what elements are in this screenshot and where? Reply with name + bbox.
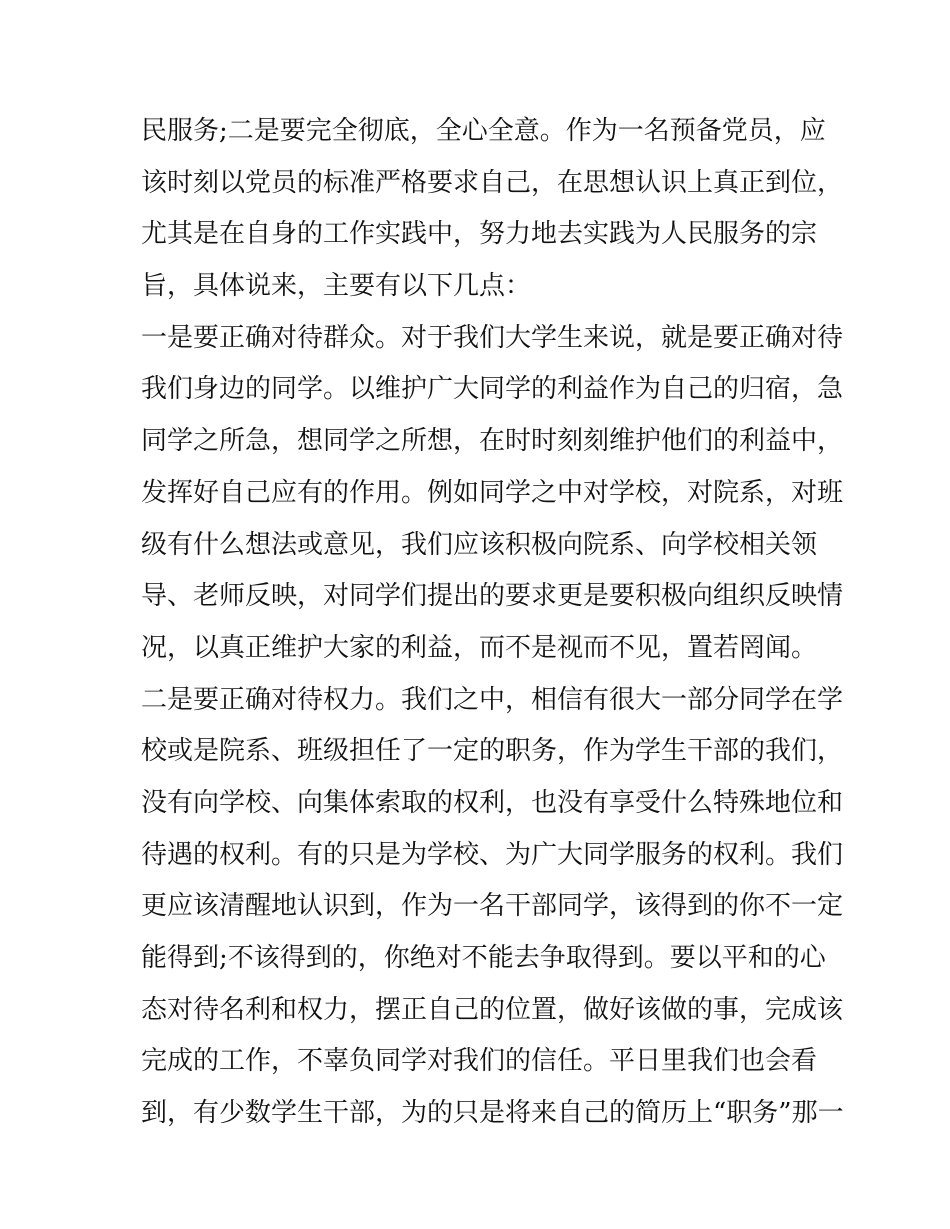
text-line: 没有向学校、向集体索取的权利，也没有享受什么特殊地位和 — [141, 787, 844, 818]
text-line: 更应该清醒地认识到，作为一名干部同学，该得到的你不一定 — [141, 891, 844, 922]
text-line: 一是要正确对待群众。对于我们大学生来说，就是要正确对待 — [141, 322, 844, 353]
text-line: 旨，具体说来，主要有以下几点： — [141, 271, 532, 302]
text-line: 民服务;二是要完全彻底，全心全意。作为一名预备党员，应 — [141, 116, 826, 146]
text-line: 况，以真正维护大家的利益，而不是视而不见，置若罔闻。 — [141, 632, 818, 663]
text-line: 级有什么想法或意见，我们应该积极向院系、向学校相关领 — [141, 529, 818, 560]
text-line: 待遇的权利。有的只是为学校、为广大同学服务的权利。我们 — [141, 839, 844, 870]
text-line: 到，有少数学生干部，为的只是将来自己的简历上“职务”那一 — [141, 1098, 844, 1129]
text-line: 二是要正确对待权力。我们之中，相信有很大一部分同学在学 — [141, 684, 844, 715]
text-line: 发挥好自己应有的作用。例如同学之中对学校，对院系，对班 — [141, 477, 844, 508]
text-line: 尤其是在自身的工作实践中，努力地去实践为人民服务的宗 — [141, 219, 818, 250]
text-line: 完成的工作，不辜负同学对我们的信任。平日里我们也会看 — [141, 1046, 818, 1077]
text-line: 我们身边的同学。以维护广大同学的利益作为自己的归宿，急 — [141, 374, 844, 405]
body-text — [141, 106, 844, 1140]
text-line: 能得到;不该得到的，你绝对不能去争取得到。要以平和的心 — [141, 943, 826, 973]
text-line: 校或是院系、班级担任了一定的职务，作为学生干部的我们， — [141, 736, 844, 767]
text-line: 导、老师反映，对同学们提出的要求更是要积极向组织反映情 — [141, 581, 844, 612]
text-line: 该时刻以党员的标准严格要求自己，在思想认识上真正到位， — [141, 167, 844, 198]
text-line: 态对待名利和权力，摆正自己的位置，做好该做的事，完成该 — [141, 994, 844, 1025]
text-line: 同学之所急，想同学之所想，在时时刻刻维护他们的利益中， — [141, 426, 844, 457]
